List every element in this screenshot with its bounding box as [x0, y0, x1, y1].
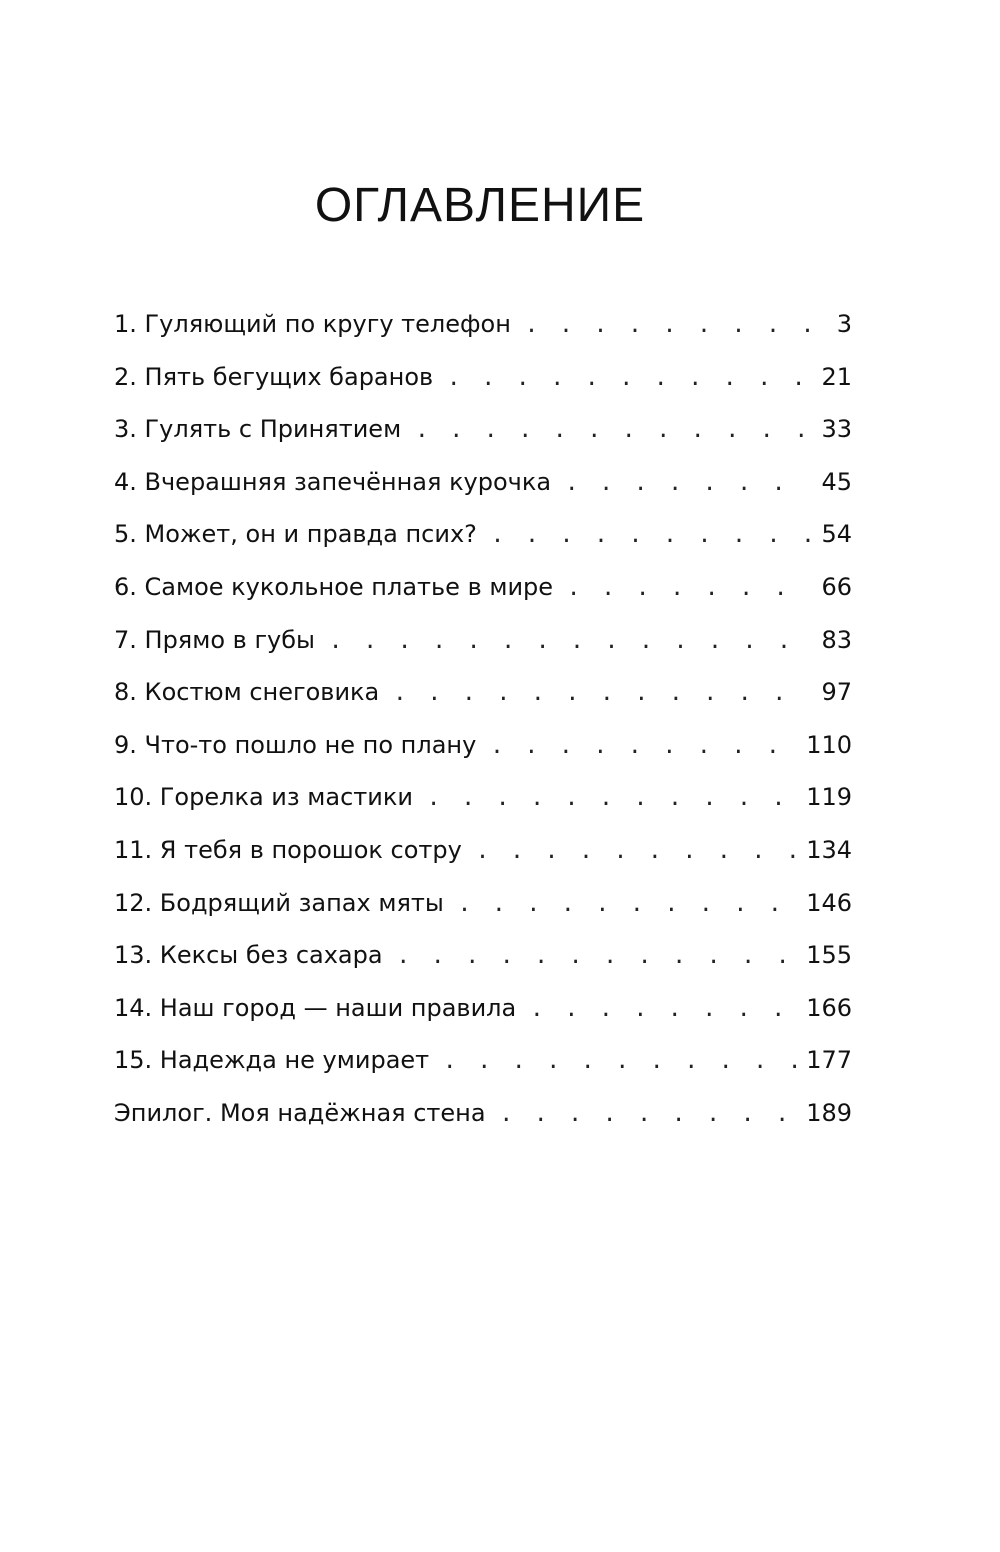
dot-leader	[491, 510, 812, 563]
toc-entry-title: 14. Наш город — наши правила	[114, 993, 517, 1022]
toc-entry-page-number: 146	[806, 888, 852, 917]
toc-entry	[114, 666, 852, 719]
toc-entry	[114, 561, 852, 614]
toc-entry-title: 3. Гулять с Принятием	[114, 415, 402, 444]
dot-leader	[525, 300, 827, 353]
toc-entry-page-number: 166	[806, 993, 852, 1022]
toc-entry-title: 4. Вчерашняя запечённая курочка	[114, 467, 552, 496]
toc-entry-page-number: 45	[821, 467, 852, 496]
toc-entry	[114, 824, 852, 877]
toc-entry	[114, 771, 852, 824]
toc-entry-page-number: 110	[806, 730, 852, 759]
dot-leader	[397, 931, 797, 984]
toc-entry-title: 10. Горелка из мастики	[114, 783, 413, 812]
dot-leader	[490, 721, 796, 774]
dot-leader	[447, 353, 811, 406]
toc-entry-title: 2. Пять бегущих баранов	[114, 362, 434, 391]
toc-entry-title: Эпилог. Моя надёжная стена	[114, 1098, 486, 1127]
dot-leader	[565, 458, 811, 511]
toc-entry-page-number: 54	[821, 520, 852, 549]
toc-entry-title: 7. Прямо в губы	[114, 625, 315, 654]
toc-entry-title: 11. Я тебя в порошок сотру	[114, 835, 462, 864]
toc-entry	[114, 508, 852, 561]
toc-entry	[114, 1087, 852, 1140]
toc-entry-page-number: 177	[806, 1046, 852, 1075]
dot-leader	[443, 1036, 796, 1089]
toc-entry	[114, 351, 852, 404]
toc-entry-page-number: 21	[821, 362, 852, 391]
toc-entry-title: 12. Бодрящий запах мяты	[114, 888, 444, 917]
toc-entry	[114, 1034, 852, 1087]
toc-entry-page-number: 33	[821, 415, 852, 444]
toc-entry-title: 15. Надежда не умирает	[114, 1046, 430, 1075]
dot-leader	[476, 826, 796, 879]
toc-entry-page-number: 66	[821, 572, 852, 601]
toc-entry-page-number: 83	[821, 625, 852, 654]
dot-leader	[427, 773, 796, 826]
dot-leader	[500, 1089, 797, 1142]
table-of-contents	[114, 298, 852, 1140]
toc-entry-page-number: 189	[806, 1098, 852, 1127]
toc-entry-title: 5. Может, он и правда псих?	[114, 520, 477, 549]
dot-leader	[530, 984, 796, 1037]
toc-entry-page-number: 134	[806, 835, 852, 864]
toc-entry	[114, 614, 852, 667]
toc-entry-page-number: 119	[806, 783, 852, 812]
toc-entry	[114, 982, 852, 1035]
toc-entry	[114, 719, 852, 772]
dot-leader	[415, 405, 811, 458]
dot-leader	[393, 668, 811, 721]
toc-entry-title: 6. Самое кукольное платье в мире	[114, 572, 554, 601]
page-title: ОГЛАВЛЕНИЕ	[314, 179, 646, 232]
toc-entry-title: 1. Гуляющий по кругу телефон	[114, 310, 511, 338]
toc-entry-page-number: 3	[836, 310, 852, 338]
toc-entry	[114, 929, 852, 982]
dot-leader	[329, 616, 811, 669]
toc-entry-page-number: 155	[806, 941, 852, 970]
toc-entry	[114, 403, 852, 456]
toc-entry	[114, 298, 852, 351]
toc-entry-page-number: 97	[821, 678, 852, 707]
toc-entry-title: 8. Костюм снеговика	[114, 678, 380, 707]
toc-entry-title: 13. Кексы без сахара	[114, 941, 383, 970]
toc-entry-title: 9. Что-то пошло не по плану	[114, 730, 477, 759]
toc-entry	[114, 877, 852, 930]
toc-entry	[114, 456, 852, 509]
dot-leader	[567, 563, 811, 616]
dot-leader	[458, 879, 796, 932]
